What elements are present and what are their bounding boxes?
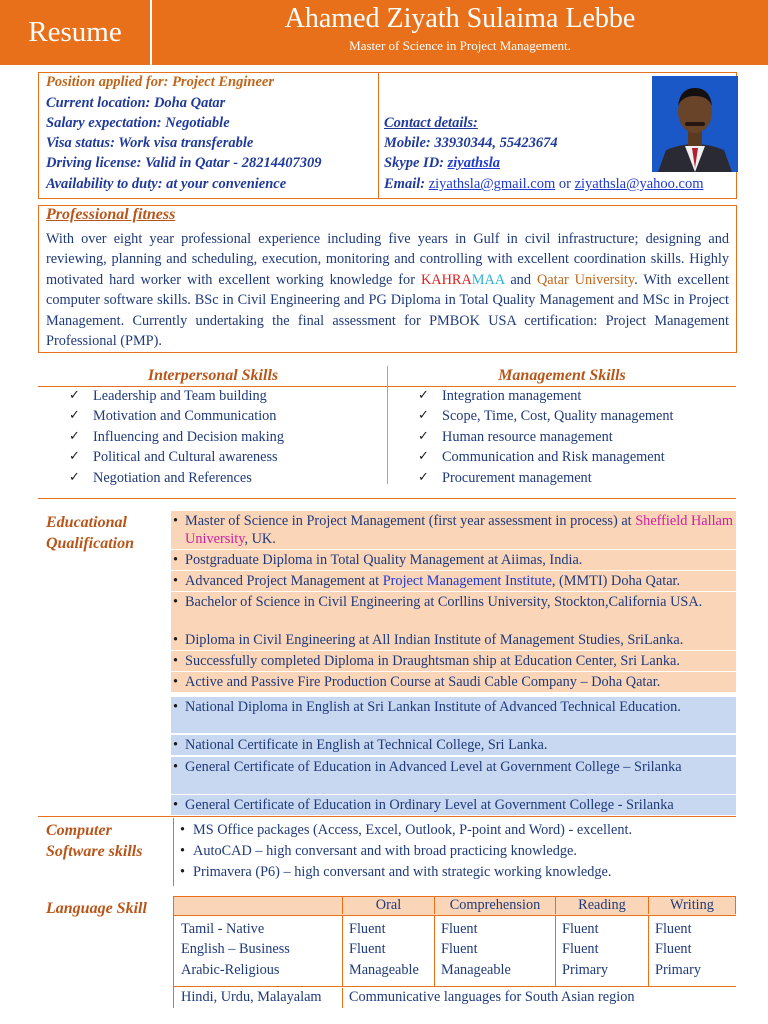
col-reading: Reading	[555, 896, 648, 914]
skill-item: ✓ Integration management	[418, 386, 674, 406]
education-heading: Educational Qualification	[46, 514, 135, 552]
management-skills-list	[418, 386, 674, 488]
availability: Availability to duty: at your convenience	[46, 176, 287, 192]
visa-status: Visa status: Work visa transferable	[46, 135, 254, 151]
qatar-university: Qatar University	[536, 271, 635, 288]
driving-license: Driving license: Valid in Qatar - 28214407309	[46, 155, 322, 171]
edu-item-fire: • Active and Passive Fire Production Course at Saudi Cable Company – Doha Qatar.	[171, 672, 736, 692]
skill-item: ✓ Procurement management	[418, 468, 674, 488]
management-skills-heading: Management Skills	[498, 367, 626, 384]
interpersonal-skills-list	[69, 386, 284, 488]
col-writing: Writing	[648, 896, 736, 914]
candidate-degree: Master of Science in Project Management.	[349, 38, 571, 53]
email-link-gmail[interactable]: ziyathsla@gmail.com	[428, 176, 556, 192]
language-comprehension: Fluent Fluent Manageable	[441, 921, 511, 978]
table-border	[342, 915, 343, 986]
edu-item-msc: • Master of Science in Project Management (first year assessment in process) at Sheffield Hallam University, UK.	[171, 511, 736, 549]
computer-skill-item: • MS Office packages (Access, Excel, Outlook, P-point and Word) - excellent.	[180, 820, 632, 841]
computer-skills-heading: Computer Software skills	[46, 822, 143, 860]
edu-item-gce-ol: • General Certificate of Education in Ordinary Level at Government College - Srilanka	[171, 795, 736, 815]
skill-item: ✓ Human resource management	[418, 427, 674, 447]
other-languages-note: Communicative languages for South Asian region	[349, 989, 635, 1005]
language-writing: Fluent Fluent Primary	[655, 921, 702, 978]
language-heading: Language Skill	[46, 900, 147, 917]
language-oral: Fluent Fluent Manageable	[349, 921, 419, 978]
section-rule	[38, 498, 736, 499]
skype-link[interactable]: ziyathsla	[447, 155, 501, 171]
edu-item-bsc: • Bachelor of Science in Civil Engineering at Corllins University, Stockton,California USA.	[171, 592, 736, 630]
contact-email: Email: ziyathsla@gmail.com or ziyathsla@yahoo.com	[384, 176, 704, 192]
position-applied: Position applied for: Project Engineer	[46, 74, 274, 90]
skills-divider	[387, 366, 388, 484]
info-divider	[378, 72, 379, 198]
resume-label: Resume	[28, 16, 122, 48]
contact-title: Contact details:	[384, 115, 478, 131]
col-comprehension: Comprehension	[434, 896, 555, 914]
candidate-name: Ahamed Ziyath Sulaima Lebbe	[284, 3, 636, 34]
edu-item-national-diploma: • National Diploma in English at Sri Lankan Institute of Advanced Technical Education.	[171, 697, 736, 733]
language-name: Tamil - Native English – Business Arabic-Religious	[181, 921, 290, 978]
current-location: Current location: Doha Qatar	[46, 95, 226, 111]
edu-item-pgd: • Postgraduate Diploma in Total Quality Management at Aiimas, India.	[171, 550, 736, 570]
kahramaa-maa: MAA	[471, 271, 505, 288]
contact-mobile: Mobile: 33930344, 55423674	[384, 135, 558, 151]
computer-divider	[173, 818, 174, 886]
edu-item-diploma-civil: • Diploma in Civil Engineering at All Indian Institute of Management Studies, SriLanka.	[171, 630, 736, 650]
computer-skill-item: • Primavera (P6) – high conversant and with strategic working knowledge.	[180, 862, 611, 883]
profile-photo	[652, 76, 738, 172]
table-border	[648, 915, 649, 986]
table-border	[173, 896, 174, 1008]
table-border	[555, 915, 556, 986]
computer-skill-item: • AutoCAD – high conversant and with broad practicing knowledge.	[180, 841, 577, 862]
section-rule	[38, 816, 736, 817]
edu-item-apm: • Advanced Project Management at Project Management Institute, (MMTI) Doha Qatar.	[171, 571, 736, 591]
skill-item: ✓ Influencing and Decision making	[69, 427, 284, 447]
skill-item: ✓ Negotiation and References	[69, 468, 284, 488]
skill-item: ✓ Political and Cultural awareness	[69, 447, 284, 467]
skill-item: ✓ Motivation and Communication	[69, 406, 284, 426]
contact-skype: Skype ID: ziyathsla	[384, 155, 501, 171]
edu-item-gce-al: • General Certificate of Education in Advanced Level at Government College – Srilanka	[171, 757, 736, 794]
skill-item: ✓ Communication and Risk management	[418, 447, 674, 467]
salary-expectation: Salary expectation: Negotiable	[46, 115, 230, 131]
col-oral: Oral	[342, 896, 434, 914]
edu-item-national-certificate: • National Certificate in English at Technical College, Sri Lanka.	[171, 735, 736, 755]
fitness-summary: With over eight year professional experience including five years in Gulf in civil infrastructure; designing and reviewing, planning and scheduling, execution, monitoring and controlling with excellent coordination skills. Highly motivated hard worker with excellent working knowledge for KAHRAMAA and Qatar University. With excellent computer software skills. BSc in Civil Engineering and PG Diploma in Total Quality Management and MSc in Project Management. Currently undertaking the final assessment for PMBOK USA certification: Project Management Professional (PMP).	[46, 231, 729, 350]
other-languages: Hindi, Urdu, Malayalam	[181, 989, 322, 1005]
kahramaa-kahra: KAHRA	[420, 271, 472, 288]
language-reading: Fluent Fluent Primary	[562, 921, 609, 978]
table-border	[434, 915, 435, 986]
skill-item: ✓ Leadership and Team building	[69, 386, 284, 406]
interpersonal-skills-heading: Interpersonal Skills	[147, 367, 279, 384]
table-border	[342, 988, 343, 1008]
fitness-heading: Professional fitness	[46, 206, 176, 223]
skill-item: ✓ Scope, Time, Cost, Quality management	[418, 406, 674, 426]
edu-item-draughtsman: • Successfully completed Diploma in Draughtsman ship at Education Center, Sri Lanka.	[171, 651, 736, 671]
email-link-yahoo[interactable]: ziyathsla@yahoo.com	[574, 176, 704, 192]
